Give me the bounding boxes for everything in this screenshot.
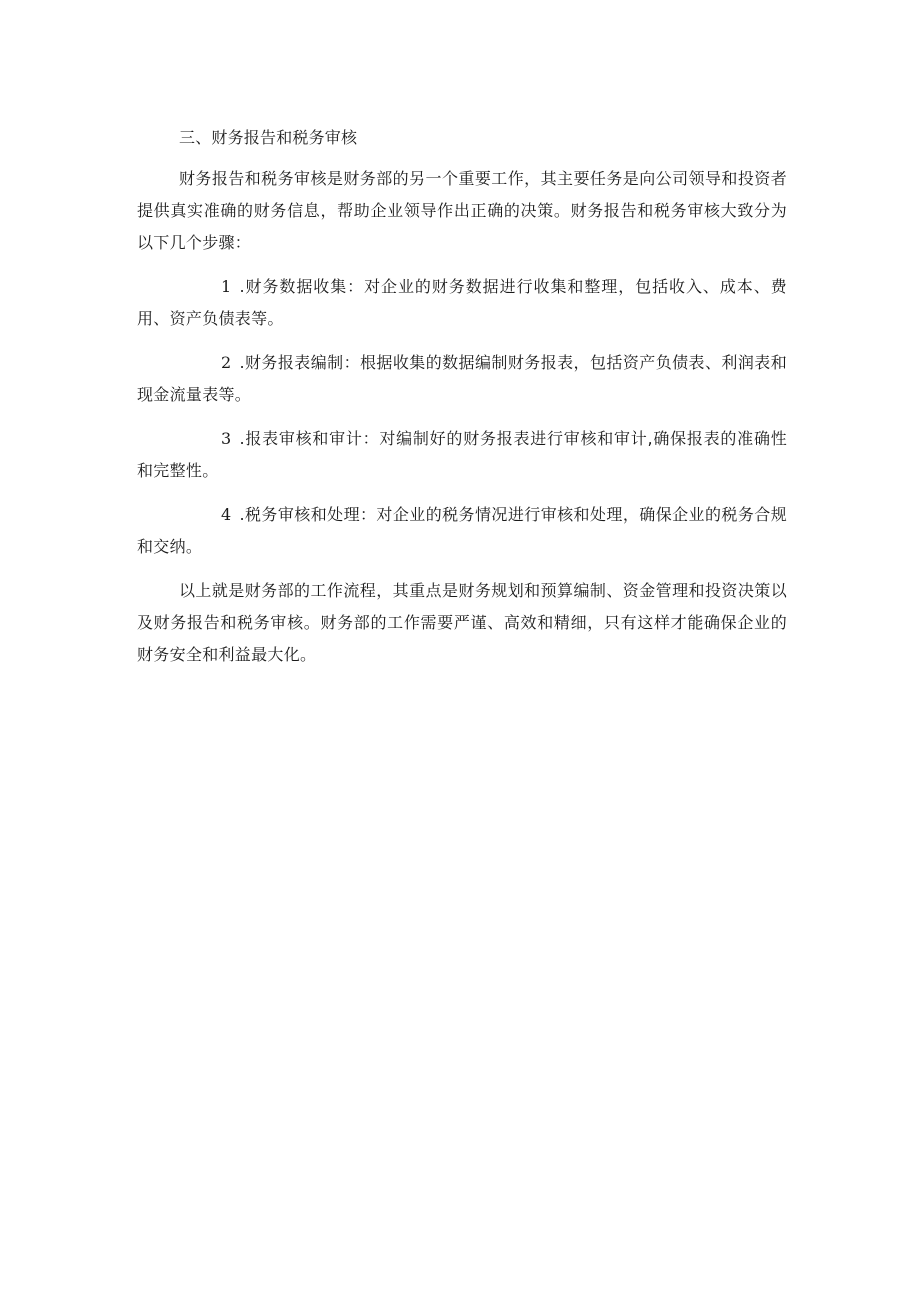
document-body [137,126,787,683]
section-heading: 三、财务报告和税务审核 [179,128,358,147]
step-number: 2 [221,353,232,372]
step-text: .报表审核和审计：对编制好的财务报表进行审核和审计,确保报表的准确性和完整性。 [137,429,787,480]
step-item-2 [137,347,787,411]
step-number: 1 [221,277,232,296]
step-item-3 [137,423,787,487]
step-text: .财务数据收集：对企业的财务数据进行收集和整理，包括收入、成本、费用、资产负债表等。 [137,277,787,328]
step-number: 3 [221,429,232,448]
step-text: .财务报表编制：根据收集的数据编制财务报表，包括资产负债表、利润表和现金流量表等。 [137,353,787,404]
step-text: .税务审核和处理：对企业的税务情况进行审核和处理，确保企业的税务合规和交纳。 [137,505,787,556]
conclusion-paragraph: 以上就是财务部的工作流程，其重点是财务规划和预算编制、资金管理和投资决策以及财务报告和税务审核。财务部的工作需要严谨、高效和精细，只有这样才能确保企业的财务安全和利益最大化。 [137,581,787,664]
intro-paragraph: 财务报告和税务审核是财务部的另一个重要工作，其主要任务是向公司领导和投资者提供真实准确的财务信息，帮助企业领导作出正确的决策。财务报告和税务审核大致分为以下几个步骤： [137,169,787,252]
step-item-1 [137,271,787,335]
step-item-4 [137,499,787,563]
step-number: 4 [221,505,232,524]
